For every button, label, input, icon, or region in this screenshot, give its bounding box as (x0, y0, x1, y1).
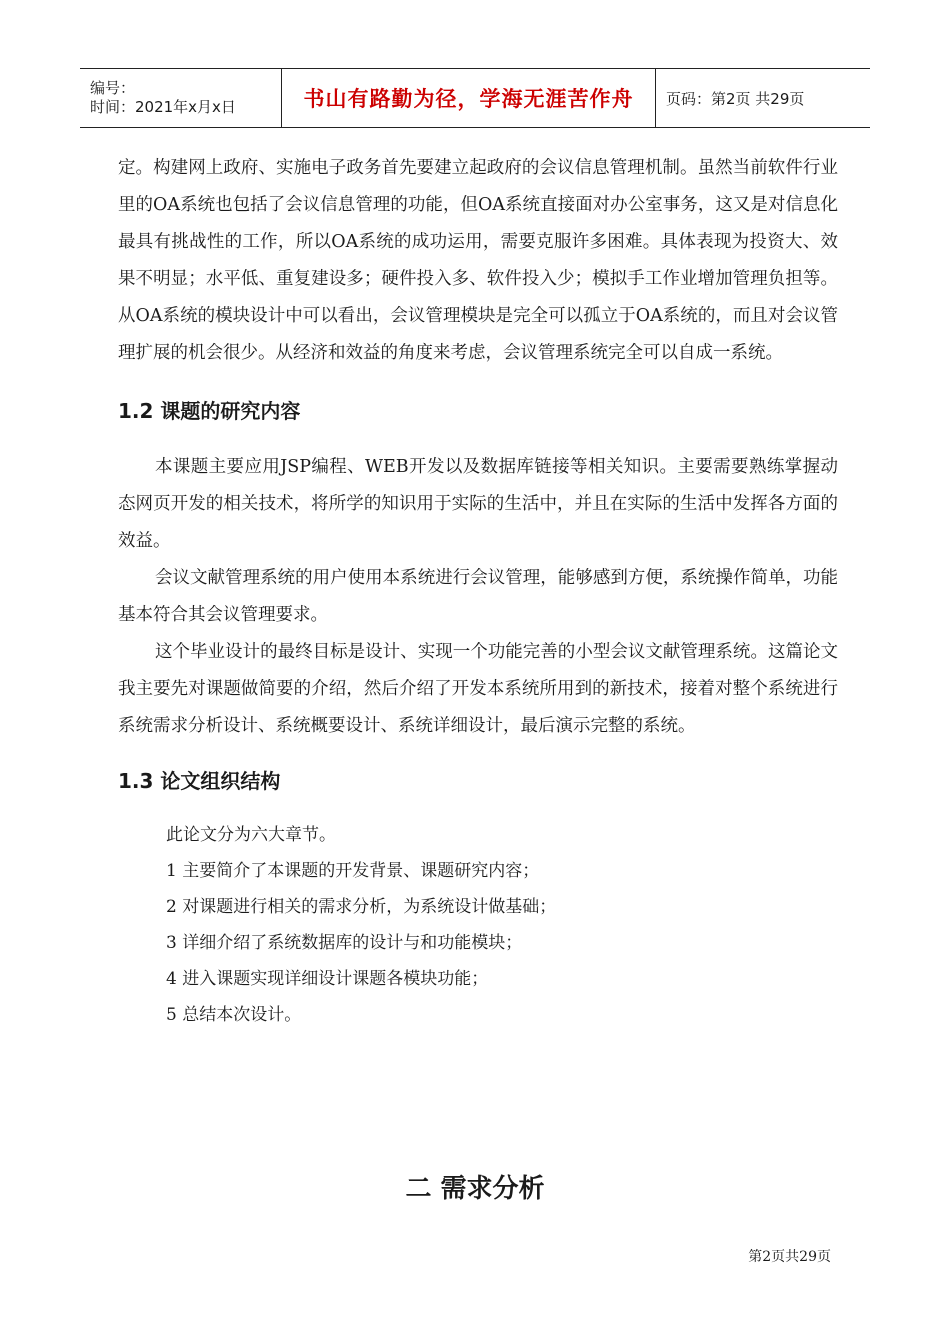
section-1-2-paragraph: 本课题主要应用JSP编程、WEB开发以及数据库链接等相关知识。主要需要熟练掌握动态网页开发的相关技术，将所学的知识用于实际的生活中，并且在实际的生活中发挥各方面的效益。 (118, 457, 838, 551)
section-1-2-paragraph: 会议文献管理系统的用户使用本系统进行会议管理，能够感到方便，系统操作简单，功能基本符合其会议管理要求。 (118, 568, 838, 625)
structure-list-item: 4 进入课题实现详细设计课题各模块功能； (166, 969, 489, 989)
section-heading-1-3: 1.3 论文组织结构 (118, 769, 281, 793)
page-header (80, 68, 870, 128)
header-motto-cell (282, 69, 656, 127)
header-motto: 书山有路勤为径，学海无涯苦作舟 (303, 87, 634, 111)
intro-paragraph: 定。构建网上政府、实施电子政务首先要建立起政府的会议信息管理机制。虽然当前软件行业里的OA系统也包括了会议信息管理的功能，但OA系统直接面对办公室事务，这又是对信息化最具有挑战性的工作，所以OA系统的成功运用，需要克服许多困难。具体表现为投资大、效果不明显；水平低、重复建设多；硬件投入多、软件投入少；模拟手工作业增加管理负担等。 从OA系统的模块设计中可以看出，会议管理模块是完全可以孤立于OA系统的，而且对会议管理扩展的机会很少。从经济和效益的角度来考虑，会议管理系统完全可以自成一系统。 (118, 158, 838, 363)
header-meta (80, 69, 282, 127)
structure-list-item: 1 主要简介了本课题的开发背景、课题研究内容； (166, 861, 540, 881)
document-body (118, 150, 838, 1033)
header-page-cell (656, 69, 870, 127)
structure-list-item: 5 总结本次设计。 (166, 1005, 302, 1025)
header-date-label: 时间：2021年x月x日 (90, 98, 236, 116)
footer-page-number: 第2页共29页 (748, 1249, 831, 1265)
header-number-label: 编号： (90, 79, 136, 97)
header-page-label: 页码：第2页 共29页 (666, 89, 805, 108)
structure-list-item: 3 详细介绍了系统数据库的设计与和功能模块； (166, 933, 523, 953)
section-heading-1-2: 1.2 课题的研究内容 (118, 399, 301, 423)
section-1-2-paragraph: 这个毕业设计的最终目标是设计、实现一个功能完善的小型会议文献管理系统。这篇论文我主要先对课题做简要的介绍，然后介绍了开发本系统所用到的新技术，接着对整个系统进行系统需求分析设计、系统概要设计、系统详细设计，最后演示完整的系统。 (118, 642, 838, 736)
structure-intro: 此论文分为六大章节。 (166, 825, 336, 845)
chapter-heading: 二 需求分析 (405, 1174, 545, 1204)
structure-list-item: 2 对课题进行相关的需求分析，为系统设计做基础； (166, 897, 557, 917)
